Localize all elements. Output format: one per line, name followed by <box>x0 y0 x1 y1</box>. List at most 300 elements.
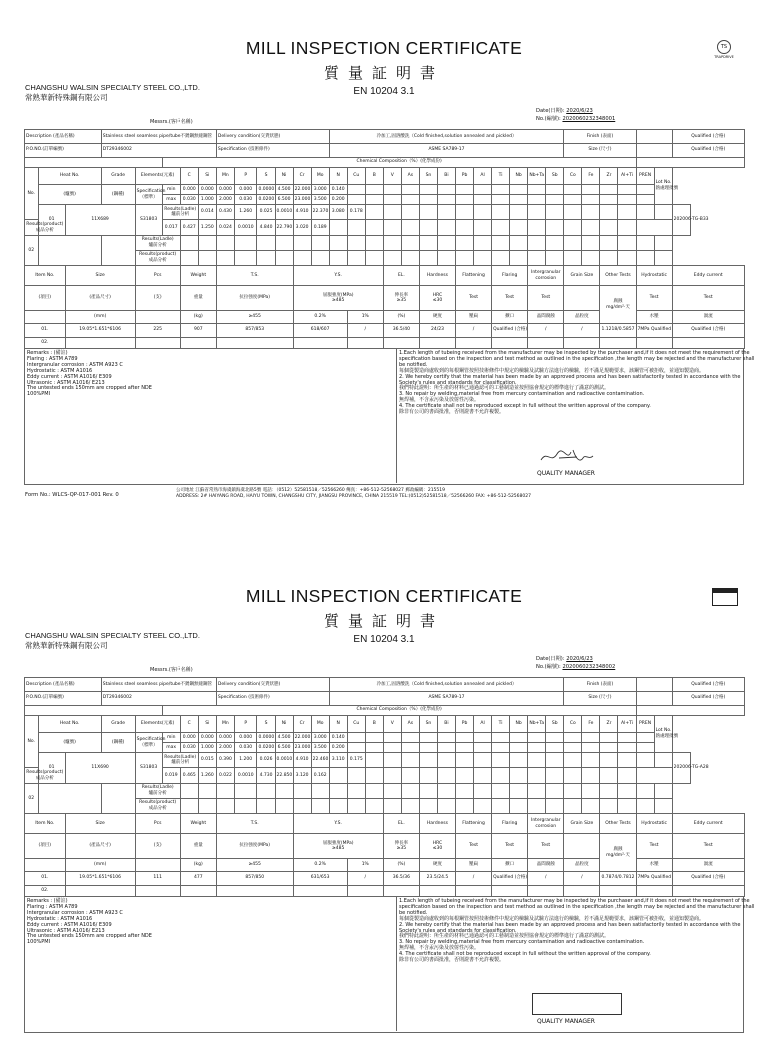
spec-max-cell <box>528 743 546 753</box>
ys-02-value-cell <box>293 323 347 337</box>
ladle-value-cell <box>234 753 257 768</box>
blank-cell <box>456 235 474 250</box>
intergranular-cn-cell <box>528 311 564 324</box>
grade-cn-cell <box>101 185 135 205</box>
spec-min-cell <box>216 733 234 743</box>
item-number-cell: 02. <box>25 337 66 348</box>
blank-cell <box>198 798 216 813</box>
spec-min-cell <box>257 733 275 743</box>
element-header-cell <box>456 715 474 733</box>
note-line: 我們特此證明：所生產的材料已通過認可的工藝制造並按照協會規定的標準進行了滿意的測試。 <box>399 933 610 940</box>
el-value-cell <box>383 871 419 885</box>
date-number-block <box>536 655 615 671</box>
remark-line: Intergranular corrosion : ASTM A923 C <box>27 361 123 368</box>
eddy-value: Qualified (合格) <box>691 327 726 333</box>
blank-cell <box>216 798 234 813</box>
messrs-label: Messrs.(客戶名稱) <box>150 119 193 125</box>
blank-cell <box>546 783 564 798</box>
remark-line: Eddy current : ASTM A1016/ E309 <box>27 921 112 928</box>
note-line: 3. No repair by welding,material free from mercury contamination and radioactive contamination. <box>399 939 645 946</box>
element-16: Al <box>480 721 485 727</box>
spec-max-cell <box>474 195 492 205</box>
grain-size-cn: 晶粒度 <box>575 862 589 868</box>
eddy-test: Test <box>703 843 713 849</box>
blank-cell <box>311 798 329 813</box>
element-7: Mo <box>316 173 324 179</box>
grain-size-value: / <box>581 327 583 333</box>
heat-no-value: 11X689 <box>91 217 109 223</box>
spec-max-cell <box>198 743 216 753</box>
ladle-value-cell <box>474 753 492 768</box>
blank-cell <box>293 235 311 250</box>
element-header-cell <box>329 715 347 733</box>
flaring-test-cell <box>492 286 528 311</box>
product-value-cell <box>492 768 510 783</box>
element-8: N <box>336 173 340 179</box>
lot-no-value-cell <box>672 205 709 236</box>
other-tests-value: 1.1218/0.5857 <box>601 327 635 333</box>
ys-02-label: 0.2% <box>314 314 326 320</box>
blank-cell <box>456 337 492 348</box>
spec-min-cell <box>618 185 636 195</box>
blank-cell <box>383 798 401 813</box>
ts-value-cell <box>216 871 293 885</box>
signature-box <box>532 993 622 1015</box>
blank-cell <box>600 337 636 348</box>
spec-min-cell <box>474 733 492 743</box>
spec-min-cell <box>600 185 618 195</box>
element-header-cell <box>329 167 347 185</box>
product-value-1: 0.427 <box>182 224 196 230</box>
element-11: V <box>390 173 394 179</box>
intergranular-value-cell <box>528 871 564 885</box>
ladle-value-cell <box>492 753 510 768</box>
ladle-value-0: 0.014 <box>200 209 214 215</box>
spec-max-cell <box>582 195 600 205</box>
size-value-cell <box>65 323 135 337</box>
spec-max-5: 6.500 <box>277 744 291 750</box>
spec-min-cell <box>582 733 600 743</box>
spec-max-cell <box>492 743 510 753</box>
grain-size-header-cell <box>564 814 600 834</box>
blank-cell <box>474 798 492 813</box>
logo-caption: TRAPDRIVE <box>714 55 734 59</box>
eddy-test-cell <box>672 286 744 311</box>
spec-max-cell <box>437 195 455 205</box>
hydrostatic-header-cell <box>636 814 672 834</box>
product-value-2: 1.260 <box>200 772 214 778</box>
product-value-cell <box>582 220 600 235</box>
blank-cell <box>293 783 311 798</box>
spec-max-cell <box>275 743 293 753</box>
company-name-en: CHANGSHU WALSIN SPECIALTY STEEL CO.,LTD. <box>25 631 200 640</box>
blank-cell <box>135 859 180 872</box>
results-product-label: Results(product) 成品分析 <box>139 252 177 264</box>
blank-cell <box>437 798 455 813</box>
spec-max-cell <box>347 195 365 205</box>
size-header-cell <box>65 814 135 834</box>
eddy-header-cell <box>672 266 744 286</box>
pcs-header-cell <box>135 266 180 286</box>
heat-no-header-cell <box>38 167 101 185</box>
po-value-cell <box>101 143 216 157</box>
size-unit: (mm) <box>93 862 107 868</box>
element-1: Si <box>205 173 210 179</box>
remark-line: Ultrasonic : ASTM A1016/ E213 <box>27 379 105 386</box>
hardness-value: 24/23 <box>430 327 444 333</box>
element-13: Sn <box>425 721 432 727</box>
element-25: PREN <box>639 721 652 727</box>
blank-cell <box>528 885 564 896</box>
item-no-cn-cell <box>25 834 66 859</box>
blank-cell <box>419 783 437 798</box>
other-tests-header-cell <box>600 814 636 834</box>
blank-cell <box>347 885 383 896</box>
blank-cell <box>198 235 216 250</box>
heat-no-cn-cell <box>38 185 101 205</box>
lot-no-header-cell <box>654 715 679 753</box>
description-label: Description (產品名稱) <box>26 133 75 139</box>
ys-02-label: 0.2% <box>314 862 326 868</box>
note-line: 1.Each length of tubeing received from the manufacturer may be inspected by the purchaser and,if it does not meet the requirement of the <box>399 350 750 356</box>
blank-cell <box>401 783 419 798</box>
max-label: max <box>166 196 177 202</box>
blank-cell <box>564 783 582 798</box>
spec-min-1: 0.000 <box>200 734 214 740</box>
product-value-cell <box>293 768 311 783</box>
element-header-cell <box>600 715 618 733</box>
element-1: Si <box>205 721 210 727</box>
spec-max-7: 3.500 <box>313 744 327 750</box>
hydrostatic-test-cell <box>636 834 672 859</box>
product-value-cell <box>618 768 636 783</box>
pcs-header-cell <box>135 814 180 834</box>
blank-cell <box>654 783 672 798</box>
spec-max-cell <box>383 743 401 753</box>
stamp-box-icon <box>712 588 738 606</box>
blank-cell <box>180 798 198 813</box>
row-number-cell: 02 <box>25 235 39 266</box>
spec-min-cell <box>365 185 383 195</box>
grade-value-cell <box>135 205 162 236</box>
spec-min-cell <box>492 185 510 195</box>
ys-02-label-cell <box>293 859 347 872</box>
element-10: B <box>372 721 376 727</box>
blank-cell <box>492 885 528 896</box>
element-header-cell <box>618 715 636 733</box>
element-header-cell <box>198 167 216 185</box>
grade-value: S31803 <box>140 765 158 771</box>
page-title-chinese: 質量証明書 <box>323 64 444 82</box>
element-17: Ti <box>498 173 503 179</box>
blank-cell <box>25 157 163 167</box>
blank-cell <box>437 250 455 265</box>
spec-min-0: 0.000 <box>182 734 196 740</box>
ladle-value-cell <box>546 753 564 768</box>
product-value-cell <box>162 768 180 783</box>
spec-min-5: 4.500 <box>277 186 291 192</box>
blank-cell <box>618 235 636 250</box>
product-value-cell <box>216 220 234 235</box>
blank-cell <box>582 235 600 250</box>
product-value-cell <box>528 768 546 783</box>
flattening-cn-cell <box>456 311 492 324</box>
blank-cell <box>365 250 383 265</box>
element-21: Co <box>569 721 576 727</box>
blank-cell <box>618 250 636 265</box>
element-header-cell <box>383 167 401 185</box>
element-header-cell <box>564 715 582 733</box>
specification-value-cell <box>329 143 564 157</box>
company-name-cn: 常熟華新特殊鋼有限公司 <box>25 93 108 102</box>
ys-requirement: ≥485 <box>332 298 345 304</box>
element-20: Sb <box>551 173 558 179</box>
blank-cell <box>564 798 582 813</box>
ladle-value-cell <box>437 753 455 768</box>
ladle-value-4: 0.0010 <box>276 209 293 215</box>
po-number-label: P.O.NO.(訂單編號) <box>26 695 64 701</box>
hardness-header: Hardness <box>426 272 448 278</box>
weight-cn: 重量 <box>193 295 203 301</box>
spec-header-cell <box>135 185 166 205</box>
ts-cn-cell <box>216 286 293 311</box>
spec-min-cell <box>528 733 546 743</box>
spec-max-cell <box>257 195 275 205</box>
description-value: Stainless steel seamless pipe/tube不銹鋼無縫鋼管 <box>102 681 213 687</box>
size-cn: (產品尺寸) <box>89 295 111 301</box>
po-value-cell <box>101 691 216 705</box>
hydrostatic-value-cell <box>636 323 672 337</box>
ladle-value-4: 0.0010 <box>276 757 293 763</box>
delivery-condition-value-cell <box>329 678 564 692</box>
results-ladle-label: Results(Ladle) 爐前分析 <box>164 754 197 766</box>
spec-min-cell <box>347 185 365 195</box>
blank-cell <box>275 235 293 250</box>
flattening-header-cell <box>456 814 492 834</box>
number-label: No.(編號): <box>536 664 561 670</box>
grain-size-header-cell <box>564 266 600 286</box>
lot-no-header-cell <box>654 167 679 205</box>
product-value-cell <box>329 220 347 235</box>
ladle-value-cell <box>216 205 234 220</box>
weight-header-cell <box>180 266 216 286</box>
grain-size-cn-cell <box>564 859 600 872</box>
element-9: Cu <box>353 721 360 727</box>
ts-value-cell <box>216 323 293 337</box>
weight-header: Weight <box>190 820 207 826</box>
blank-cell <box>257 783 275 798</box>
element-header-cell <box>528 167 546 185</box>
size-value: 19.05*1.651*6106 <box>79 875 121 881</box>
company-name <box>25 631 200 651</box>
spec-min-cell <box>180 185 198 195</box>
note-line: 2. We hereby certify that the material has been made by an approved process and has been satisfactorily tested in accordance with the <box>399 921 741 928</box>
grain-size-value-cell <box>564 323 600 337</box>
spec-min-cell <box>636 185 654 195</box>
size-cn-cell <box>65 834 135 859</box>
weight-cn-cell <box>180 834 216 859</box>
element-11: V <box>390 721 394 727</box>
spec-min-5: 4.500 <box>277 734 291 740</box>
weight-value: 907 <box>194 327 203 333</box>
flaring-value-cell <box>492 323 528 337</box>
product-value-cell <box>365 768 383 783</box>
note-line: 2. We hereby certify that the material has been made by an approved process and has been satisfactorily tested in accordance with the <box>399 373 741 380</box>
spec-max-cell <box>216 195 234 205</box>
ys-1-value-cell <box>347 323 383 337</box>
flaring-cn: 擴口 <box>505 314 515 320</box>
eddy-test-cell <box>672 834 744 859</box>
ladle-value-cell <box>198 753 216 768</box>
eddy-cn-cell <box>672 859 744 872</box>
item-no-header-cell <box>25 266 66 286</box>
spec-min-cell <box>401 185 419 195</box>
element-header-cell <box>311 167 329 185</box>
element-header-cell <box>546 715 564 733</box>
element-22: Fe <box>588 173 594 179</box>
description-value: Stainless steel seamless pipe/tube不銹鋼無縫鋼管 <box>102 133 213 139</box>
blank-cell <box>257 250 275 265</box>
chem-title-cell <box>162 157 636 167</box>
company-address <box>176 488 531 500</box>
remark-line: The untested ends 150mm are cropped after NDE <box>27 385 152 392</box>
remarks-title: Remarks : (備註) <box>27 350 68 356</box>
element-17: Ti <box>498 721 503 727</box>
product-value-cell <box>401 768 419 783</box>
spec-max-cell <box>180 743 198 753</box>
weight-unit-cell <box>180 859 216 872</box>
note-line: Society's rules and standards for classification. <box>399 927 517 934</box>
blank-cell <box>528 235 546 250</box>
spec-max-cell <box>180 195 198 205</box>
results-ladle-cell <box>135 783 180 798</box>
spec-min-7: 3.000 <box>313 734 327 740</box>
blank-cell <box>636 783 654 798</box>
blank-cell <box>600 235 618 250</box>
hydrostatic-cn: 水壓 <box>649 314 659 320</box>
standard-label: EN 10204 3.1 <box>353 634 415 645</box>
size-header: Size <box>95 272 105 278</box>
specification-value-cell <box>329 691 564 705</box>
page-title-chinese: 質量証明書 <box>323 612 444 630</box>
hydrostatic-test-cell <box>636 286 672 311</box>
grain-size-value-cell <box>564 871 600 885</box>
intergranular-header: Intergranular corrosion <box>531 818 561 829</box>
certificate-number: 2020060232348002 <box>562 664 616 670</box>
blank-cell <box>365 783 383 798</box>
grade-header-cn: (鋼種) <box>111 739 125 745</box>
element-header-cell <box>419 167 437 185</box>
item-no-header: Item No. <box>35 272 55 278</box>
eddy-test: Test <box>703 295 713 301</box>
blank-cell <box>419 337 455 348</box>
other-tests-unit: 腐蝕 mg/dm²·天 <box>606 846 630 858</box>
finish-qualified-cell <box>672 130 744 144</box>
ys-1-label: 1% <box>361 314 369 320</box>
blank-cell <box>234 798 257 813</box>
weight-unit: (kg) <box>193 862 203 868</box>
ladle-value-cell <box>618 205 636 220</box>
size-unit: (mm) <box>93 314 107 320</box>
spec-max-cell <box>510 195 528 205</box>
product-value-4: 0.0010 <box>237 772 254 778</box>
hydrostatic-test: Test <box>649 843 659 849</box>
blank-cell <box>456 798 474 813</box>
ts-header: T.S. <box>250 272 259 278</box>
size-qualified: Qualified (合格) <box>691 147 726 153</box>
hardness-requirement: HRC ≤30 <box>432 840 443 852</box>
flattening-header: Flattening <box>462 272 485 278</box>
other-tests-unit: 腐蝕 mg/dm²·天 <box>606 298 630 310</box>
blank-cell <box>564 286 600 311</box>
el-cn: 伸長率 <box>394 292 409 298</box>
element-header-cell <box>234 167 257 185</box>
ladle-value-cell <box>564 205 582 220</box>
blank-cell <box>564 834 600 859</box>
pcs-value: 111 <box>153 875 162 881</box>
weight-unit: (kg) <box>193 314 203 320</box>
spec-max-8: 0.200 <box>331 196 345 202</box>
ladle-value-cell <box>456 753 474 768</box>
element-header-cell <box>636 167 654 185</box>
remark-line: Eddy current : ASTM A1016/ E309 <box>27 373 112 380</box>
note-line: be notified. <box>399 909 428 916</box>
element-18: Nb <box>515 721 522 727</box>
spec-max-cell <box>474 743 492 753</box>
product-value-cell <box>180 220 198 235</box>
other-tests-unit-cell <box>600 834 636 872</box>
ts-requirement: ≥455 <box>248 314 261 320</box>
flattening-header: Flattening <box>462 820 485 826</box>
element-header-cell <box>198 715 216 733</box>
blank-cell <box>275 783 293 798</box>
product-value-cell <box>275 768 293 783</box>
hydrostatic-cn: 水壓 <box>649 862 659 868</box>
results-product-cell <box>135 798 180 813</box>
blank-cell <box>275 798 293 813</box>
weight-cn-cell <box>180 286 216 311</box>
eddy-cn: 渦流 <box>703 314 713 320</box>
ladle-value-3: 0.026 <box>259 757 273 763</box>
remark-line: Hydrostatic : ASTM A1016 <box>27 367 93 374</box>
date-value: 2020/6/23 <box>566 108 593 114</box>
blank-cell <box>216 885 293 896</box>
note-line: 除非有公司的書面批准，否則證書不允許複製。 <box>399 409 505 416</box>
blank-cell <box>311 783 329 798</box>
el-cn-cell <box>383 834 419 859</box>
blank-cell <box>293 337 347 348</box>
element-header-cell <box>564 167 582 185</box>
spec-min-4: 0.0000 <box>258 186 275 192</box>
spec-max-cell <box>636 195 654 205</box>
product-value-cell <box>329 768 347 783</box>
blank-cell <box>347 337 383 348</box>
blank-cell <box>636 250 654 265</box>
specification-label-cell <box>216 691 329 705</box>
address-line-cn: 公司地址 江蘇省常熟市海虞鎮海虞北路5號 電話：（0512）52581518／52566260 傳真：+86-512-52568027 郵政編碼：215519 <box>176 488 446 493</box>
blank-cell <box>401 798 419 813</box>
blank-cell <box>564 885 600 896</box>
spec-min-cell <box>347 733 365 743</box>
ys-cn: 屈服強度(MPa) <box>322 292 354 298</box>
hydrostatic-value-cell <box>636 871 672 885</box>
blank-cell <box>311 235 329 250</box>
ys-cn-cell <box>293 834 383 859</box>
product-value-4: 0.0010 <box>237 224 254 230</box>
element-23: Zr <box>606 173 612 179</box>
note-line: 無焊補，不含汞污染及放射性污染。 <box>399 397 480 404</box>
element-24: Al+Ti <box>621 721 633 727</box>
